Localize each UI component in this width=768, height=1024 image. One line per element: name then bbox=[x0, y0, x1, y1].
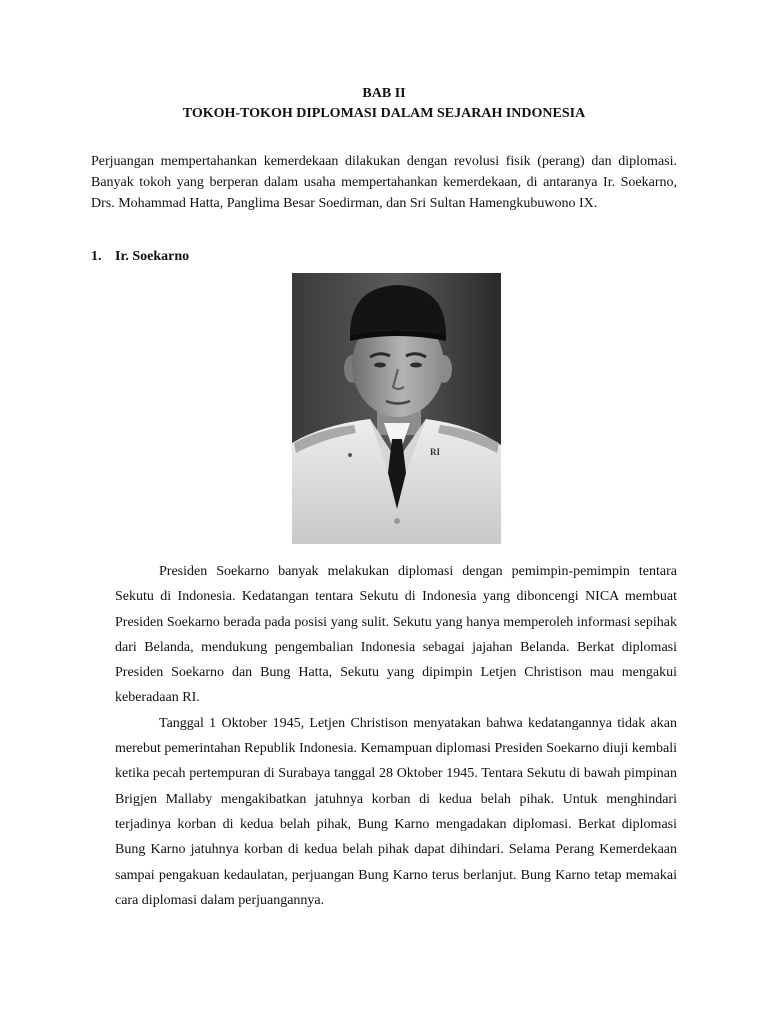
section-heading bbox=[91, 248, 189, 266]
collar-insignia: RI bbox=[430, 447, 441, 457]
portrait-photo bbox=[292, 273, 501, 544]
chapter-label: BAB II bbox=[362, 86, 406, 101]
section-title: Ir. Soekarno bbox=[115, 249, 190, 264]
chapter-title: TOKOH-TOKOH DIPLOMASI DALAM SEJARAH INDONESIA bbox=[182, 106, 586, 121]
body-text bbox=[115, 559, 677, 913]
chapter-heading bbox=[0, 84, 768, 124]
section-number: 1. bbox=[91, 249, 102, 264]
body-paragraph: Presiden Soekarno banyak melakukan diplomasi dengan pemimpin-pemimpin tentara Sekutu di Indonesia. Kedatangan tentara Sekutu di Indonesia yang diboncengi NICA membuat Presiden Soekarno berada pada posisi yang sulit. Sekutu yang hanya memperoleh informasi sepihak dari Belanda, mendukung pengembalian Indonesia sebagai jajahan Belanda. Berkat diplomasi Presiden Soekarno dan Bung Hatta, Sekutu yang dipimpin Letjen Christison mau mengakui keberadaan RI. bbox=[115, 564, 677, 706]
body-paragraph: Tanggal 1 Oktober 1945, Letjen Christison menyatakan bahwa kedatangannya tidak akan merebut pemerintahan Republik Indonesia. Kemampuan diplomasi Presiden Soekarno diuji kembali ketika pecah pertempuran di Surabaya tanggal 28 Oktober 1945. Tentara Sekutu di bawah pimpinan Brigjen Mallaby mengakibatkan jatuhnya korban di kedua belah pihak. Untuk menghindari terjadinya korban di kedua belah pihak, Bung Karno mengadakan diplomasi. Berkat diplomasi Bung Karno jatuhnya korban di kedua belah pihak dapat dihindari. Selama Perang Kemerdekaan sampai pengakuan kedaulatan, perjuangan Bung Karno terus berlanjut. Bung Karno tetap memakai cara diplomasi dalam perjuangannya. bbox=[115, 715, 677, 908]
intro-paragraph: Perjuangan mempertahankan kemerdekaan dilakukan dengan revolusi fisik (perang) dan diplomasi. Banyak tokoh yang berperan dalam usaha mempertahankan kemerdekaan, di antaranya Ir. Soekarno, Drs. Mohammad Hatta, Panglima Besar Soedirman, dan Sri Sultan Hamengkubuwono IX. bbox=[91, 154, 677, 211]
